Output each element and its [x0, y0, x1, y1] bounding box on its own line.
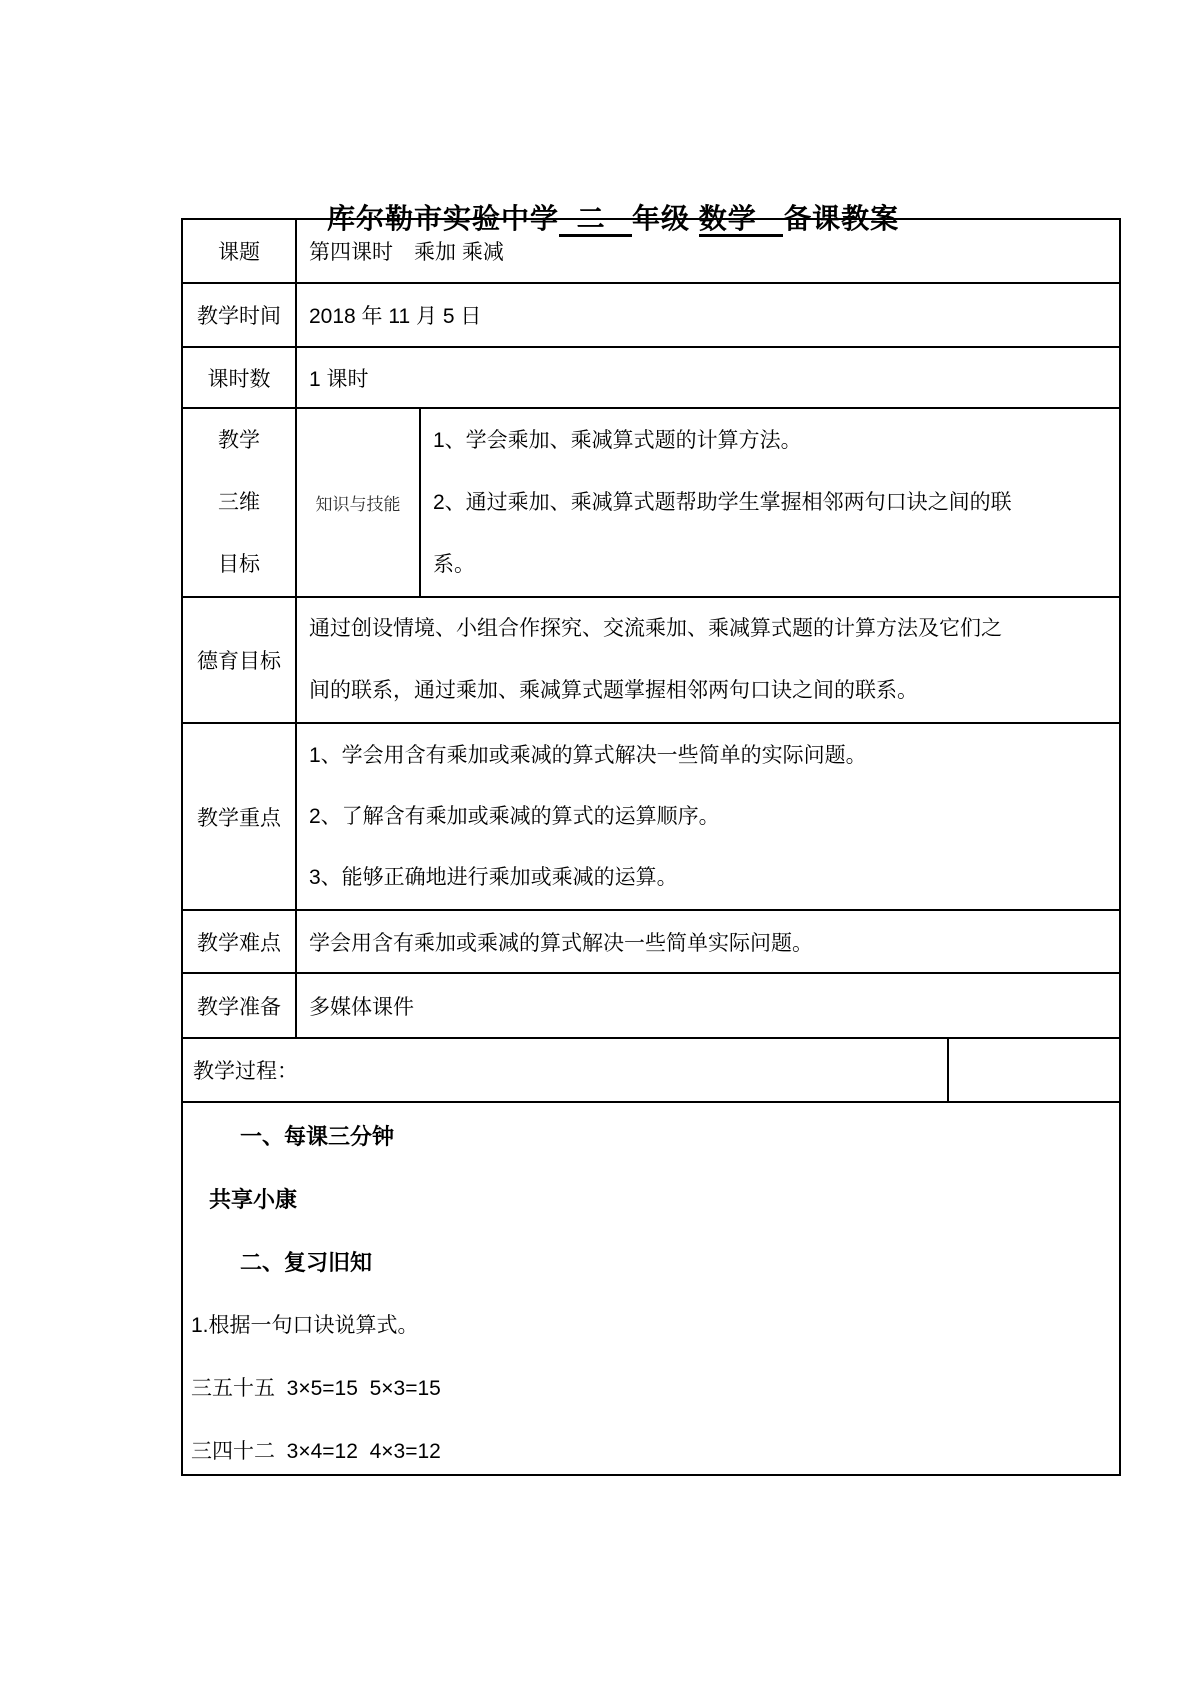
- process-section-1-topic: 共享小康: [209, 1187, 298, 1212]
- table-row-topic: [183, 220, 1119, 284]
- goals-content-line-3: 系。: [433, 552, 475, 576]
- title-grade-blank: 二: [559, 203, 632, 237]
- lesson-count-value: [297, 348, 1119, 407]
- teaching-difficulty-label-text: 教学难点: [197, 931, 281, 955]
- topic-label: [183, 220, 297, 282]
- teaching-preparation-value: [297, 974, 1119, 1037]
- teaching-time-value: [297, 284, 1119, 346]
- table-row-teaching-focus: [183, 724, 1119, 911]
- moral-goals-line-1: 通过创设情境、小组合作探究、交流乘加、乘减算式题的计算方法及它们之: [309, 617, 1002, 640]
- teaching-process-content: [183, 1103, 1119, 1478]
- knowledge-skills-sublabel: [297, 409, 421, 596]
- moral-goals-line-2: 间的联系，通过乘加、乘减算式题掌握相邻两句口诀之间的联系。: [309, 679, 918, 702]
- goals-content-line-2: 2、通过乘加、乘减算式题帮助学生掌握相邻两句口诀之间的联: [433, 490, 1012, 514]
- teaching-focus-line-3: 3、能够正确地进行乘加或乘减的运算。: [309, 866, 678, 889]
- goals-label-line-2: 三维: [218, 490, 260, 514]
- lesson-count-label-text: 课时数: [207, 367, 271, 391]
- process-formula-line-1: 三五十五 3×5=15 5×3=15: [191, 1377, 441, 1400]
- table-row-teaching-process-body: [183, 1103, 1119, 1478]
- teaching-process-label-text: 教学过程：: [193, 1060, 298, 1083]
- teaching-focus-content: [297, 724, 1119, 909]
- topic-label-text: 课题: [218, 241, 260, 264]
- table-row-teaching-process-header: [183, 1039, 1119, 1103]
- process-formula-line-2: 三四十二 3×4=12 4×3=12: [191, 1440, 441, 1463]
- teaching-preparation-value-text: 多媒体课件: [309, 995, 414, 1019]
- goals-content-line-1: 1、学会乘加、乘减算式题的计算方法。: [433, 428, 802, 452]
- teaching-time-value-text: 2018 年 11 月 5 日: [309, 305, 482, 328]
- goals-label-line-3: 目标: [218, 552, 260, 576]
- lesson-count-value-text: 1 课时: [309, 367, 369, 391]
- teaching-focus-label: [183, 724, 297, 909]
- teaching-process-label: [183, 1039, 947, 1101]
- table-row-teaching-time: [183, 284, 1119, 348]
- title-subject-blank: 数学: [699, 203, 783, 237]
- knowledge-skills-content: [421, 409, 1119, 596]
- teaching-focus-line-1: 1、学会用含有乘加或乘减的算式解决一些简单的实际问题。: [309, 744, 867, 767]
- knowledge-skills-text: 知识与技能: [315, 495, 401, 514]
- table-row-teaching-preparation: [183, 974, 1119, 1039]
- table-row-lesson-count: [183, 348, 1119, 409]
- teaching-difficulty-label: [183, 911, 297, 972]
- process-section-1-heading: 一、每课三分钟: [240, 1124, 395, 1149]
- title-school-name: 库尔勒市实验中学: [327, 203, 560, 234]
- teaching-focus-line-2: 2、了解含有乘加或乘减的算式的运算顺序。: [309, 805, 720, 828]
- teaching-process-side-box: [947, 1039, 1119, 1101]
- teaching-time-label: [183, 284, 297, 346]
- title-grade-label: 年级: [631, 203, 699, 234]
- teaching-focus-label-text: 教学重点: [197, 806, 281, 830]
- teaching-time-label-text: 教学时间: [197, 305, 281, 328]
- teaching-difficulty-value: [297, 911, 1119, 972]
- lesson-count-label: [183, 348, 297, 407]
- topic-value-text: 第四课时 乘加 乘减: [309, 241, 504, 264]
- moral-goals-content: [297, 598, 1119, 722]
- process-section-2-heading: 二、复习旧知: [240, 1250, 373, 1275]
- teaching-preparation-label-text: 教学准备: [197, 995, 281, 1019]
- topic-value: [297, 220, 1119, 282]
- moral-goals-label: [183, 598, 297, 722]
- table-row-moral-goals: [183, 598, 1119, 724]
- moral-goals-label-text: 德育目标: [197, 650, 281, 673]
- teaching-difficulty-value-text: 学会用含有乘加或乘减的算式解决一些简单实际问题。: [309, 931, 813, 955]
- lesson-plan-table: [181, 218, 1121, 1476]
- table-row-teaching-difficulty: [183, 911, 1119, 974]
- three-dimensional-goals-label: [183, 409, 297, 596]
- table-row-three-dimensional-goals: [183, 409, 1119, 598]
- process-review-instruction: 1.根据一句口诀说算式。: [191, 1314, 419, 1337]
- goals-label-line-1: 教学: [218, 428, 260, 452]
- teaching-preparation-label: [183, 974, 297, 1037]
- title-doc-type: 备课教案: [783, 203, 900, 234]
